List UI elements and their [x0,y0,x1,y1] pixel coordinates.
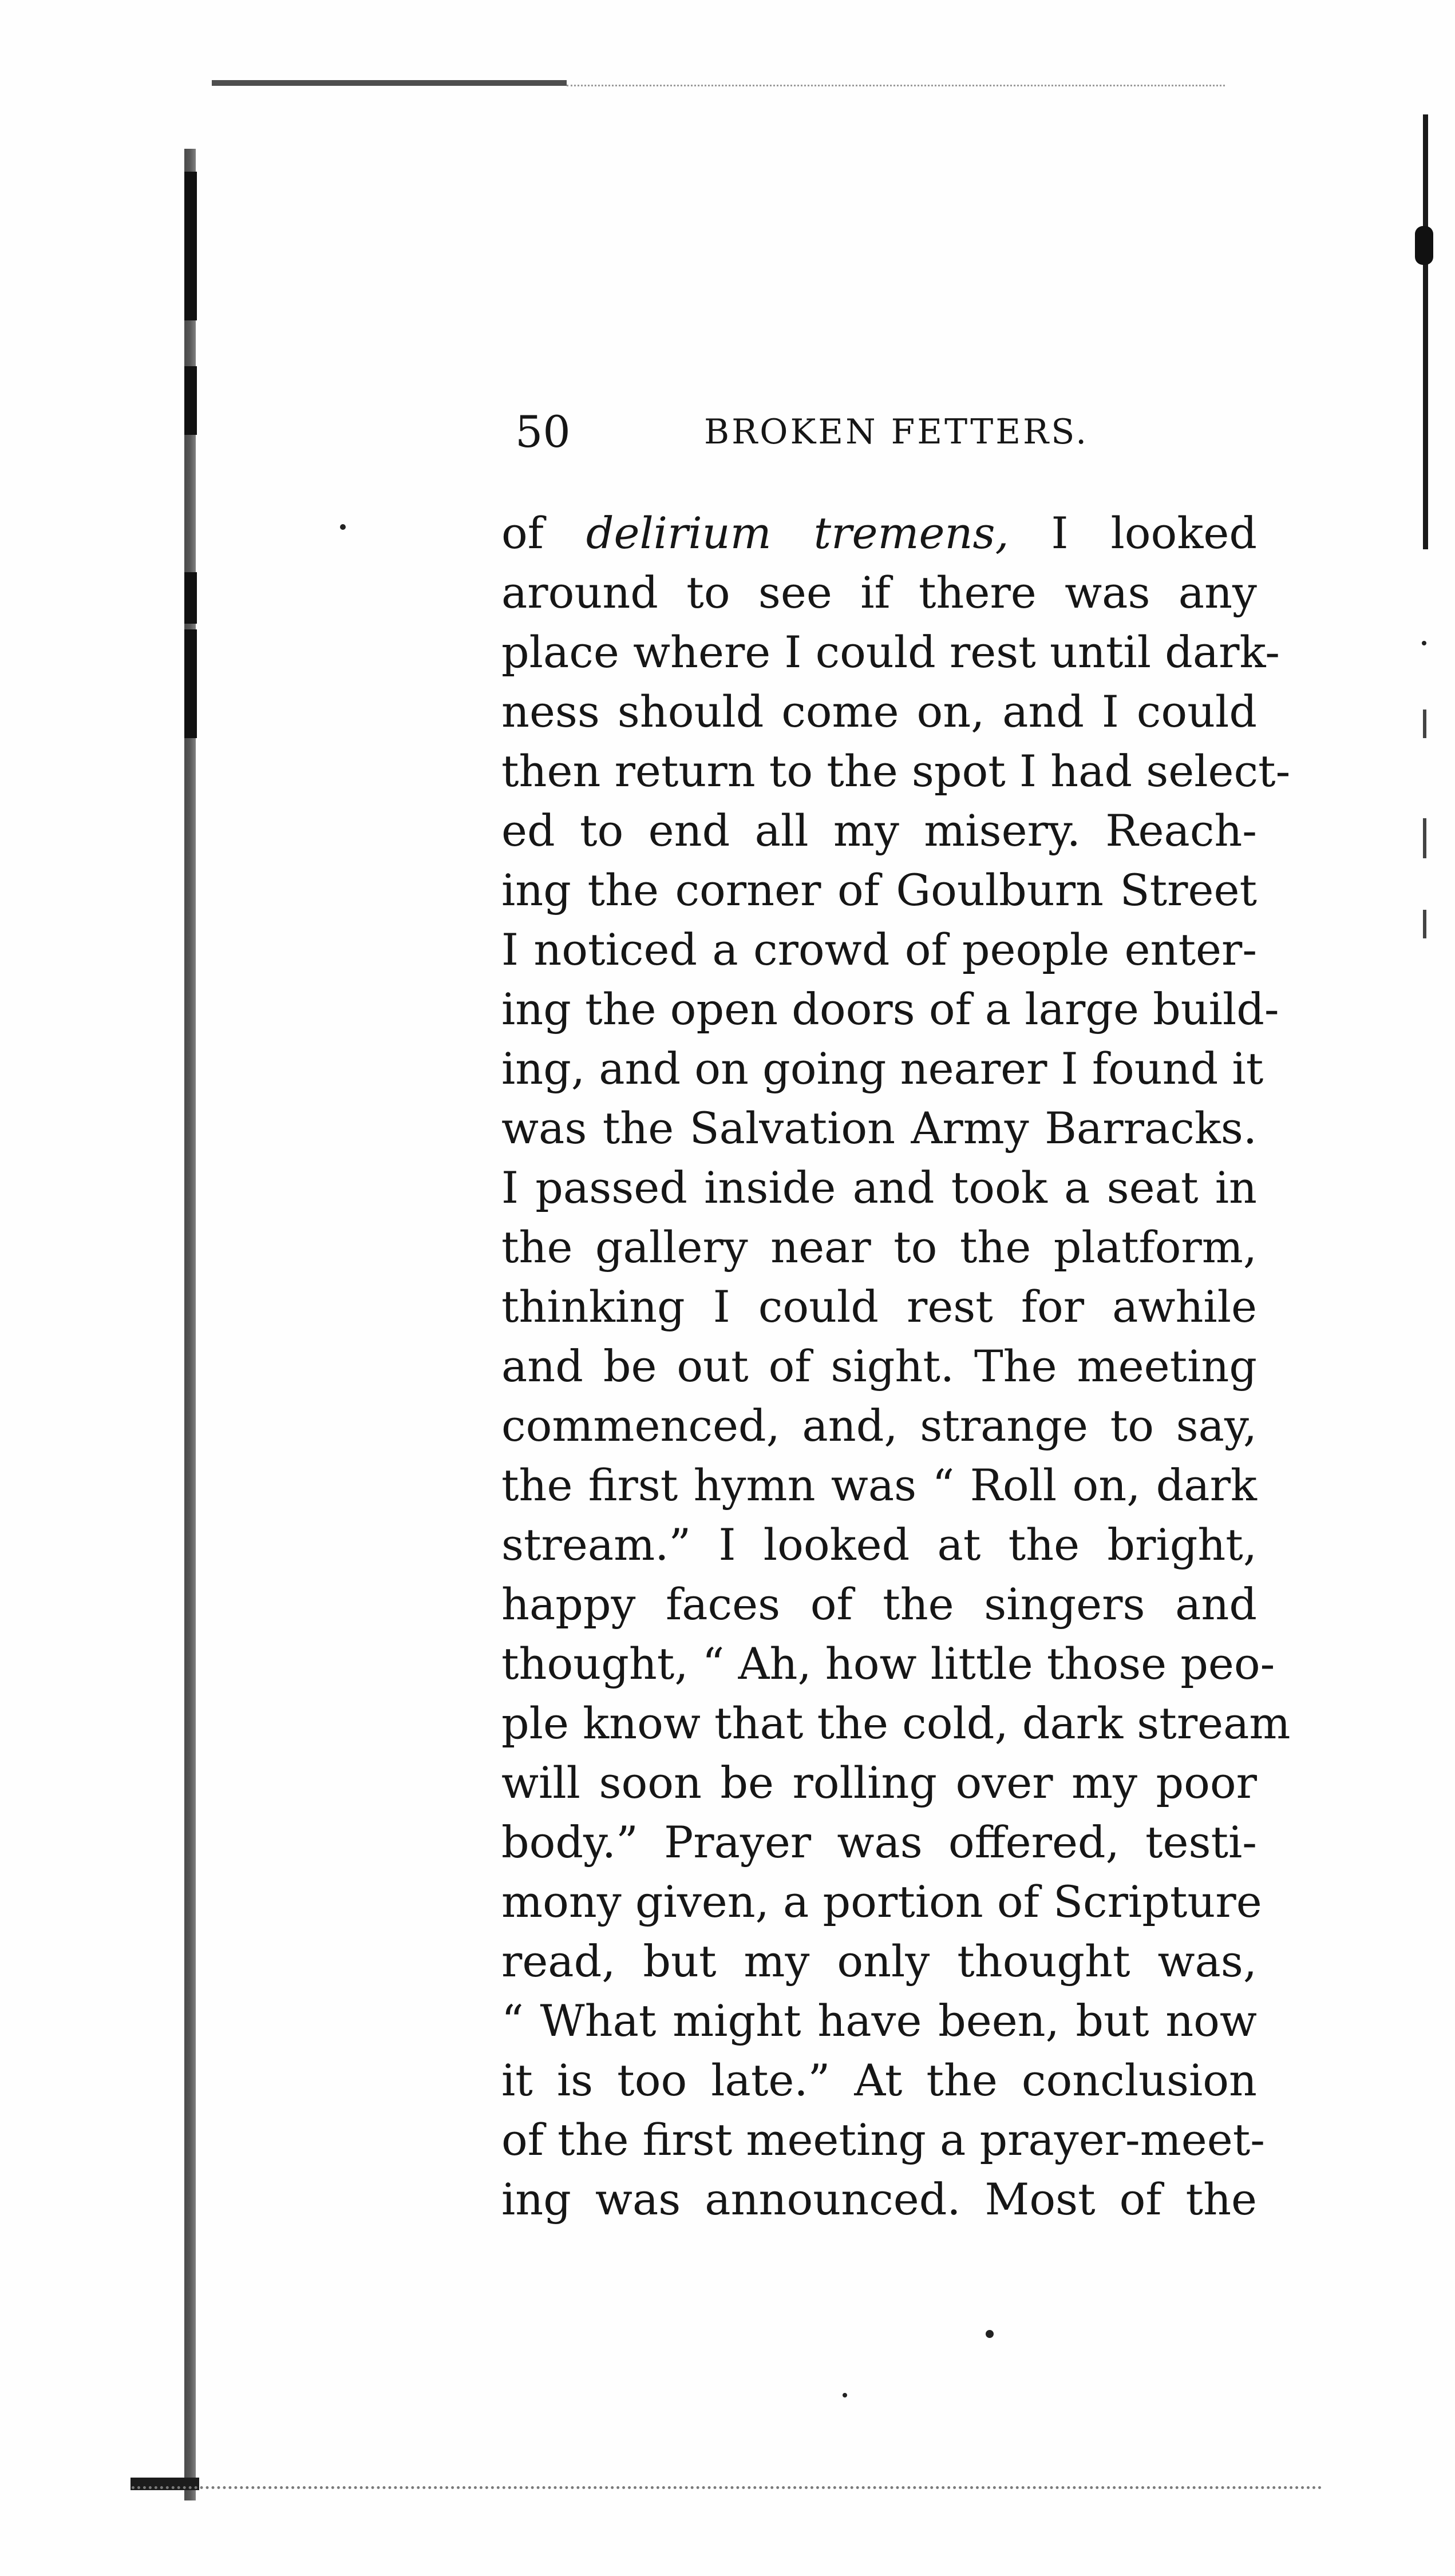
scan-edge-left [184,149,196,2500]
scan-edge-top-faint [567,85,1225,88]
text-line: I passed inside and took a seat in [501,1162,1257,1213]
text-line: around to see if there was any [501,567,1257,618]
scan-speck [340,524,346,530]
scan-mark [184,572,197,624]
scan-speck [843,2393,847,2397]
text-line: ing was announced. Most of the [501,2174,1257,2225]
text-line: the first hymn was “ Roll on, dark [501,1460,1257,1511]
text-line: I noticed a crowd of people enter- [501,924,1257,975]
scan-edge-top [212,80,567,86]
body-text [501,504,1291,2229]
text-line: ple know that the cold, dark stream [501,1698,1291,1749]
scan-edge-right [1423,114,1428,549]
text-line: thinking I could rest for awhile [501,1281,1257,1332]
page-number: 50 [515,406,571,457]
text-line: happy faces of the singers and [501,1579,1257,1630]
text-line: read, but my only thought was, [501,1936,1257,1987]
scan-mark [184,172,197,320]
italic-phrase: delirium tremens, [586,508,1009,558]
text-line: body.” Prayer was offered, testi- [501,1817,1257,1868]
text-line: “ What might have been, but now [501,1995,1257,2046]
text-line: ing the corner of Goulburn Street [501,865,1257,916]
text-line: of the first meeting a prayer-meet- [501,2114,1265,2165]
text-line: mony given, a portion of Scripture [501,1876,1262,1927]
scan-speck [1422,641,1426,645]
scan-mark [184,629,197,738]
text-line: it is too late.” At the conclusion [501,2055,1257,2106]
text-line: of delirium tremens, I looked [501,508,1257,558]
running-head [515,401,1259,463]
text-line: was the Salvation Army Barracks. [501,1103,1257,1154]
text-line: ed to end all my misery. Reach- [501,805,1257,856]
text-line: and be out of sight. The meeting [501,1341,1257,1392]
scan-mark [1423,710,1426,738]
text-line: thought, “ Ah, how little those peo- [501,1638,1275,1689]
running-title: BROKEN FETTERS. [704,412,1089,452]
text-line: place where I could rest until dark- [501,627,1280,677]
text-line: commenced, and, strange to say, [501,1400,1257,1451]
text-line: ness should come on, and I could [501,686,1257,737]
text-line: stream.” I looked at the bright, [501,1519,1257,1570]
scan-mark [1423,818,1426,858]
scan-edge-bottom [132,2486,1322,2491]
text-line: ing, and on going nearer I found it [501,1043,1264,1094]
scan-speck [986,2330,994,2338]
text-line: the gallery near to the platform, [501,1222,1257,1273]
text-line: then return to the spot I had select- [501,746,1291,796]
text-line: ing the open doors of a large build- [501,984,1279,1035]
scan-mark [1423,910,1426,938]
text-line: will soon be rolling over my poor [501,1757,1257,1808]
scan-mark [184,366,197,435]
scan-blot [1415,226,1433,265]
